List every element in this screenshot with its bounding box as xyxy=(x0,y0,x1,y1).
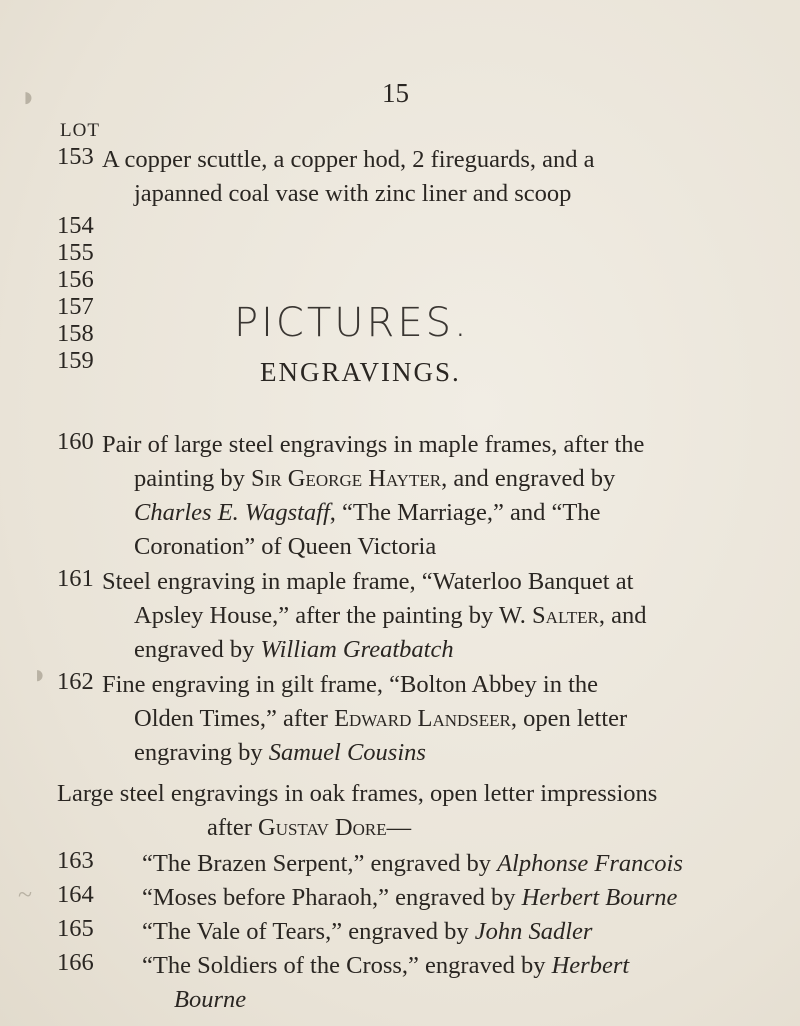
section-intro-line: Large steel engravings in oak frames, open letter impressions xyxy=(57,780,658,807)
section-heading-pictures: PICTURES. xyxy=(234,300,470,346)
section-intro xyxy=(57,777,787,845)
lot-number: 160 xyxy=(57,428,94,455)
lot-description: “Moses before Pharaoh,” engraved by Herbert Bourne xyxy=(142,884,678,911)
lot-description-line: Charles E. Wagstaff, “The Marriage,” and “The xyxy=(134,499,601,526)
section-intro-line: after Gustav Dore— xyxy=(207,814,412,841)
lot-description xyxy=(142,949,792,1017)
lot-number: 156 xyxy=(57,266,94,293)
lot-number: 164 xyxy=(57,881,94,908)
lot-description: “The Brazen Serpent,” engraved by Alphonse Francois xyxy=(142,850,683,877)
paper-blemish: ◗ xyxy=(20,82,37,113)
lot-description xyxy=(102,565,782,667)
lot-description-line: “The Soldiers of the Cross,” engraved by Herbert xyxy=(142,952,630,979)
lot-number: 157 xyxy=(57,293,94,320)
lot-description-line: Apsley House,” after the painting by W. Salter, and xyxy=(134,602,647,629)
lot-description-line: japanned coal vase with zinc liner and scoop xyxy=(134,180,572,207)
section-heading-engravings: ENGRAVINGS. xyxy=(260,357,461,387)
lot-number: 154 xyxy=(57,212,94,239)
lot-number: 165 xyxy=(57,915,94,942)
lot-number: 162 xyxy=(57,668,94,695)
lot-description xyxy=(102,428,782,564)
lot-description-line: Coronation” of Queen Victoria xyxy=(134,533,437,560)
paper-blemish: ◗ xyxy=(32,660,48,689)
lot-description-line: Bourne xyxy=(174,986,247,1013)
lot-number: 166 xyxy=(57,949,94,976)
lot-description-line: Olden Times,” after Edward Landseer, open letter xyxy=(134,705,628,732)
lot-description-line: Steel engraving in maple frame, “Waterloo Banquet at xyxy=(102,568,634,595)
lot-number: 153 xyxy=(57,143,94,170)
lot-description-line: engraving by Samuel Cousins xyxy=(134,739,426,766)
lot-description-line: painting by Sir George Hayter, and engraved by xyxy=(134,465,616,492)
lot-description-line: engraved by William Greatbatch xyxy=(134,636,454,663)
lot-description xyxy=(102,668,782,770)
lot-number: 159 xyxy=(57,347,94,374)
lot-description: “The Vale of Tears,” engraved by John Sadler xyxy=(142,918,593,945)
lot-column-header: LOT xyxy=(60,120,100,141)
paper-blemish: ~ xyxy=(18,880,33,909)
lot-description-line: Fine engraving in gilt frame, “Bolton Abbey in the xyxy=(102,671,599,698)
page-number: 15 xyxy=(382,78,409,108)
lot-number: 161 xyxy=(57,565,94,592)
lot-number: 155 xyxy=(57,239,94,266)
lot-description-line: A copper scuttle, a copper hod, 2 fireguards, and a xyxy=(102,146,595,173)
lot-number: 163 xyxy=(57,847,94,874)
lot-description xyxy=(102,143,782,211)
lot-description-line: Pair of large steel engravings in maple frames, after the xyxy=(102,431,645,458)
lot-number: 158 xyxy=(57,320,94,347)
